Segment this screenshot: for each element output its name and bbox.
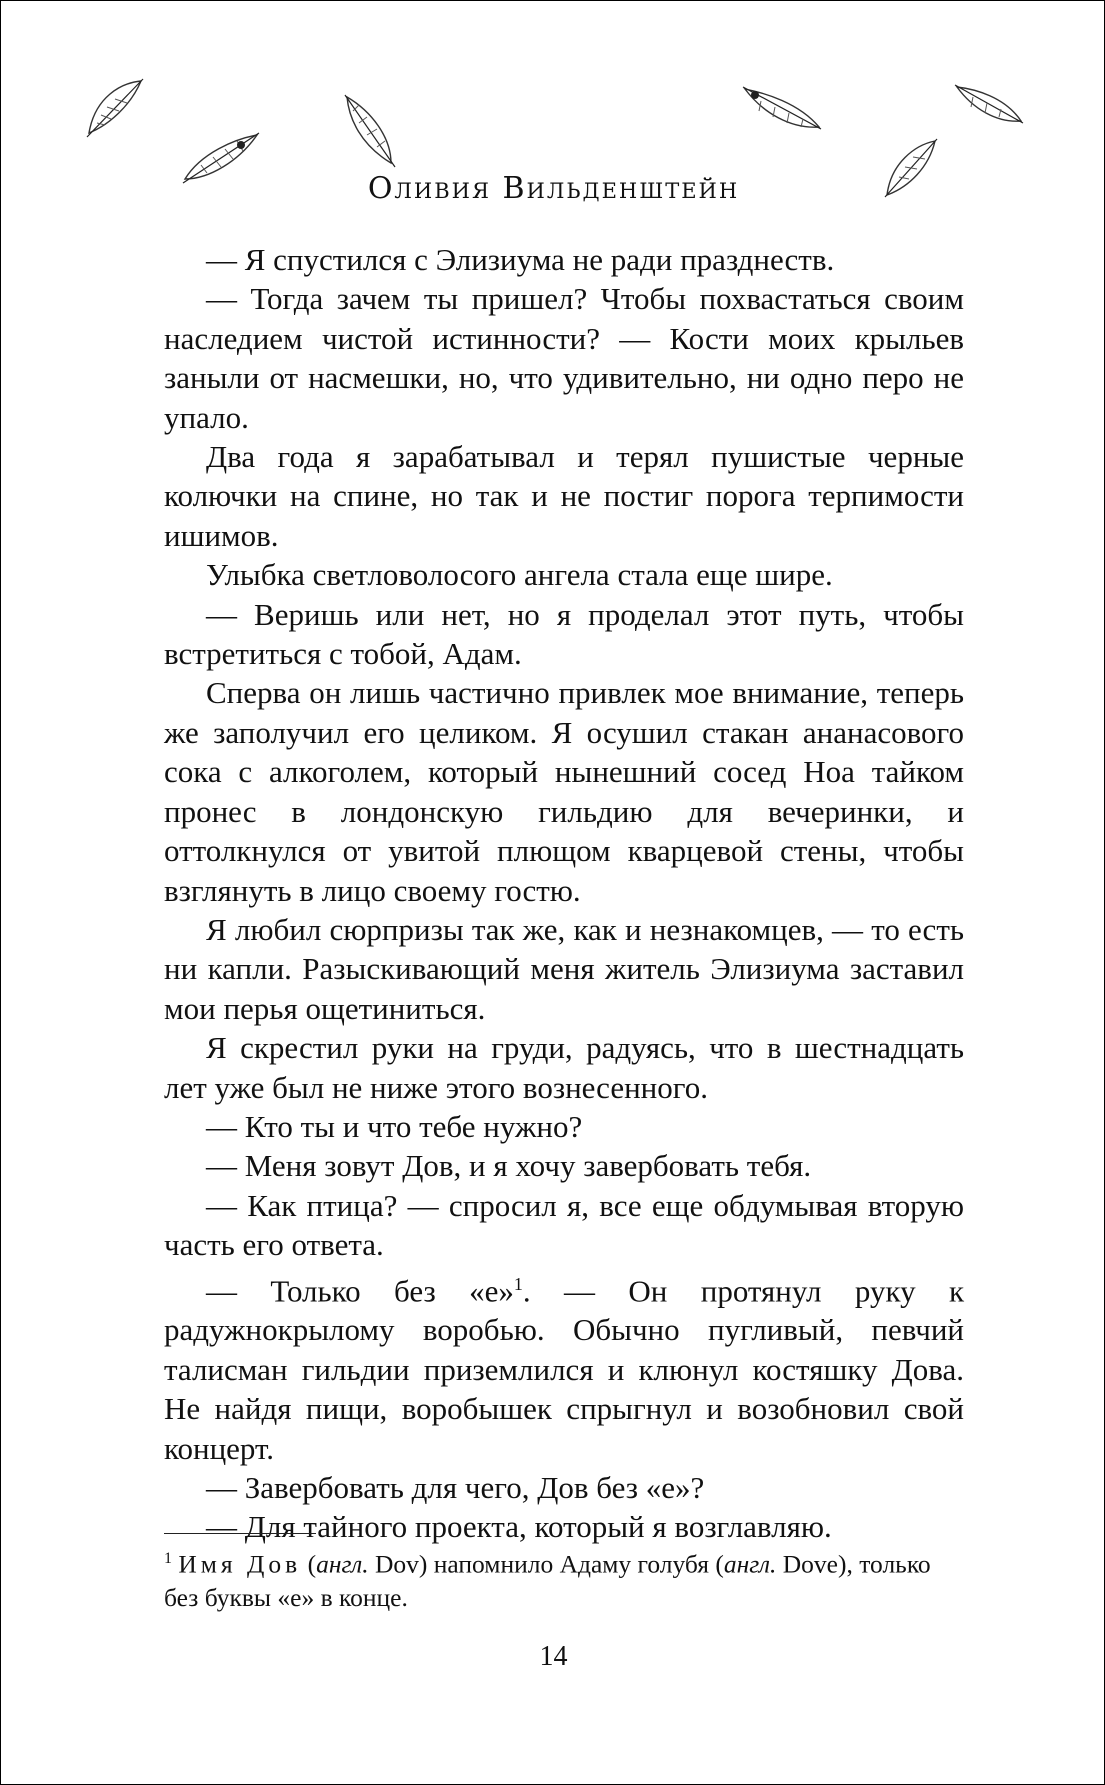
paragraph: — Я спустился с Элизиума не ради празднеств. <box>206 242 835 277</box>
footnote-mark: 1 <box>164 1550 172 1567</box>
footnote-text: Dove), только без буквы «е» в конце. <box>164 1549 931 1612</box>
paragraph-with-footnote-ref <box>164 1265 964 1468</box>
paragraph: Сперва он лишь частично привлек мое внимание, теперь же заполучил его целиком. Я осушил стакан ананасового сока с алкоголем, который нынешний сосед Ноа тайком пронес в лондонскую гильдию для вечеринки, и оттолкнулся от увитой плющом кварцевой стены, чтобы взглянуть в лицо своему гостю. <box>164 675 964 908</box>
body-text <box>164 240 964 1547</box>
footnote-spaced-text: Имя Дов <box>178 1549 302 1579</box>
paragraph: — Для тайного проекта, который я возглавляю. <box>206 1509 832 1545</box>
footnote-lang: англ. <box>723 1549 777 1579</box>
paragraph: — Меня зовут Дов, и я хочу завербовать тебя. <box>206 1148 812 1184</box>
paragraph: Я скрестил руки на груди, радуясь, что в шестнадцать лет уже был не ниже этого вознесенного. <box>164 1030 964 1105</box>
footnote-ref: 1 <box>513 1273 523 1294</box>
feather-icon <box>81 75 151 145</box>
feather-icon <box>741 85 821 135</box>
paragraph-text: . — Он протянул руку к радужнокрылому воробью. Обычно пугливый, певчий талисман гильдии приземлился и клюнул костяшку Дова. Не найдя пищи, воробышек спрыгнул и возобновил свой концерт. <box>164 1272 965 1466</box>
paragraph: — Завербовать для чего, Дов без «е»? <box>206 1469 705 1505</box>
footnote-lang: англ. <box>316 1549 369 1579</box>
feather-icon <box>953 83 1023 127</box>
footnote-separator <box>164 1533 316 1534</box>
feather-icon <box>341 93 401 168</box>
footnote: $^1$ Имя Дов (англ. Dov) напомнило Адаму голубя (англ. Dove), только без буквы «е» в конце. <box>164 1549 931 1612</box>
page-number: 14 <box>539 1641 568 1672</box>
paragraph: — Как птица? — спросил я, все еще обдумывая вторую часть его ответа. <box>164 1187 964 1263</box>
paragraph: — Веришь или нет, но я проделал этот путь, чтобы встретиться с тобой, Адам. <box>164 596 964 672</box>
running-header-author: Оливия Вильденштейн <box>367 171 740 206</box>
paragraph-text: — Только без «е» <box>206 1272 514 1308</box>
paragraph: Улыбка светловолосого ангела стала еще шире. <box>206 557 833 593</box>
footnote-text: Dov) напомнило Адаму голубя ( <box>374 1549 724 1579</box>
paragraph: — Кто ты и что тебе нужно? <box>206 1108 583 1144</box>
paragraph: Два года я зарабатывал и терял пушистые черные колючки на спине, но так и не постиг порога терпимости ишимов. <box>164 439 964 553</box>
paragraph: — Тогда зачем ты пришел? Чтобы похвастаться своим наследием чистой истинности? — Кости моих крыльев заныли от насмешки, но, что удивительно, ни одно перо не упало. <box>164 281 964 435</box>
paragraph: Я любил сюрпризы так же, как и незнакомцев, — то есть ни капли. Разыскивающий меня житель Элизиума заставил мои перья ощетиниться. <box>164 911 964 1026</box>
